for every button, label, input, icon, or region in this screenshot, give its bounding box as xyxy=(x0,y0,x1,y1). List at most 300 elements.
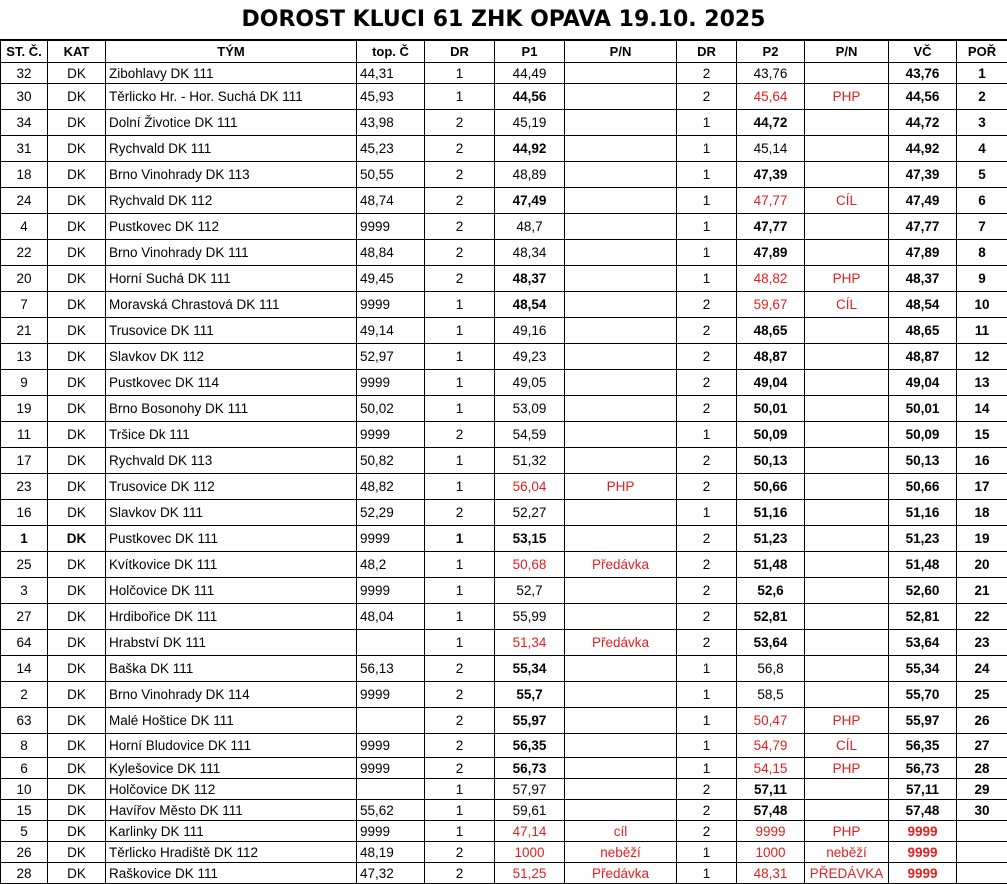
cell-track-1: 1 xyxy=(425,448,495,474)
cell-note-1 xyxy=(565,110,677,136)
cell-start-number: 63 xyxy=(1,708,48,734)
cell-start-number: 5 xyxy=(1,821,48,842)
table-row xyxy=(1,708,1007,734)
cell-rank: 19 xyxy=(957,526,1007,552)
cell-note-2 xyxy=(805,240,889,266)
cell-top-time: 48,04 xyxy=(357,604,425,630)
cell-valid-time: 51,16 xyxy=(889,500,957,526)
cell-team: Horní Suchá DK 111 xyxy=(106,266,357,292)
cell-rank: 20 xyxy=(957,552,1007,578)
cell-start-number: 23 xyxy=(1,474,48,500)
table-row xyxy=(1,758,1007,779)
cell-attempt-2: 44,72 xyxy=(737,110,805,136)
cell-team: Baška DK 111 xyxy=(106,656,357,682)
cell-team: Malé Hoštice DK 111 xyxy=(106,708,357,734)
cell-attempt-1: 51,32 xyxy=(495,448,565,474)
cell-track-1: 2 xyxy=(425,682,495,708)
cell-top-time: 9999 xyxy=(357,734,425,758)
cell-track-1: 1 xyxy=(425,370,495,396)
cell-valid-time: 55,97 xyxy=(889,708,957,734)
cell-attempt-2: 51,16 xyxy=(737,500,805,526)
cell-top-time xyxy=(357,779,425,800)
cell-top-time: 50,82 xyxy=(357,448,425,474)
cell-track-2: 1 xyxy=(677,734,737,758)
cell-track-2: 2 xyxy=(677,552,737,578)
cell-rank: 7 xyxy=(957,214,1007,240)
cell-team: Moravská Chrastová DK 111 xyxy=(106,292,357,318)
cell-track-1: 2 xyxy=(425,266,495,292)
cell-note-1 xyxy=(565,734,677,758)
table-row xyxy=(1,136,1007,162)
cell-start-number: 16 xyxy=(1,500,48,526)
cell-top-time: 9999 xyxy=(357,292,425,318)
table-row xyxy=(1,800,1007,821)
cell-team: Trusovice DK 111 xyxy=(106,318,357,344)
cell-note-2 xyxy=(805,344,889,370)
cell-valid-time: 55,34 xyxy=(889,656,957,682)
cell-team: Dolní Životice DK 111 xyxy=(106,110,357,136)
cell-track-2: 1 xyxy=(677,422,737,448)
cell-rank: 17 xyxy=(957,474,1007,500)
cell-rank: 30 xyxy=(957,800,1007,821)
cell-category: DK xyxy=(48,474,106,500)
cell-category: DK xyxy=(48,526,106,552)
cell-valid-time: 48,87 xyxy=(889,344,957,370)
cell-rank: 27 xyxy=(957,734,1007,758)
cell-note-2 xyxy=(805,779,889,800)
cell-track-2: 2 xyxy=(677,370,737,396)
cell-rank: 16 xyxy=(957,448,1007,474)
table-row xyxy=(1,63,1007,84)
cell-attempt-1: 55,99 xyxy=(495,604,565,630)
cell-team: Těrlicko Hr. - Hor. Suchá DK 111 xyxy=(106,84,357,110)
table-row xyxy=(1,842,1007,863)
table-row xyxy=(1,552,1007,578)
cell-team: Raškovice DK 111 xyxy=(106,863,357,884)
cell-attempt-2: 47,77 xyxy=(737,214,805,240)
cell-attempt-1: 53,09 xyxy=(495,396,565,422)
cell-track-2: 1 xyxy=(677,266,737,292)
cell-attempt-1: 48,89 xyxy=(495,162,565,188)
cell-rank xyxy=(957,821,1007,842)
col-p2-header: P2 xyxy=(737,41,805,63)
cell-note-2 xyxy=(805,370,889,396)
cell-valid-time: 48,54 xyxy=(889,292,957,318)
cell-note-1 xyxy=(565,266,677,292)
col-kat-header: KAT xyxy=(48,41,106,63)
cell-category: DK xyxy=(48,84,106,110)
cell-top-time: 9999 xyxy=(357,214,425,240)
cell-note-1 xyxy=(565,682,677,708)
cell-note-2 xyxy=(805,604,889,630)
cell-note-2 xyxy=(805,422,889,448)
cell-category: DK xyxy=(48,292,106,318)
cell-attempt-2: 58,5 xyxy=(737,682,805,708)
cell-team: Těrlicko Hradiště DK 112 xyxy=(106,842,357,863)
cell-note-1 xyxy=(565,188,677,214)
cell-top-time: 9999 xyxy=(357,578,425,604)
cell-attempt-1: 48,34 xyxy=(495,240,565,266)
cell-note-1 xyxy=(565,162,677,188)
cell-attempt-2: 51,48 xyxy=(737,552,805,578)
cell-rank: 14 xyxy=(957,396,1007,422)
cell-rank: 6 xyxy=(957,188,1007,214)
cell-note-1 xyxy=(565,422,677,448)
cell-rank: 5 xyxy=(957,162,1007,188)
col-pn2-header: P/N xyxy=(805,41,889,63)
cell-valid-time: 44,92 xyxy=(889,136,957,162)
cell-note-2: PHP xyxy=(805,821,889,842)
cell-attempt-2: 51,23 xyxy=(737,526,805,552)
cell-note-2: CÍL xyxy=(805,188,889,214)
cell-attempt-2: 47,39 xyxy=(737,162,805,188)
cell-rank xyxy=(957,842,1007,863)
sheet-title: DOROST KLUCI 61 ZHK OPAVA 19.10. 2025 xyxy=(0,0,1007,40)
cell-track-2: 2 xyxy=(677,779,737,800)
cell-rank: 8 xyxy=(957,240,1007,266)
cell-track-2: 2 xyxy=(677,578,737,604)
cell-attempt-2: 45,64 xyxy=(737,84,805,110)
cell-top-time: 55,62 xyxy=(357,800,425,821)
cell-attempt-1: 47,14 xyxy=(495,821,565,842)
cell-note-2 xyxy=(805,162,889,188)
cell-note-1: Předávka xyxy=(565,630,677,656)
table-row xyxy=(1,110,1007,136)
cell-start-number: 19 xyxy=(1,396,48,422)
cell-top-time xyxy=(357,630,425,656)
cell-attempt-1: 51,25 xyxy=(495,863,565,884)
cell-attempt-1: 48,54 xyxy=(495,292,565,318)
cell-track-1: 1 xyxy=(425,63,495,84)
cell-category: DK xyxy=(48,630,106,656)
cell-track-1: 1 xyxy=(425,800,495,821)
table-row xyxy=(1,318,1007,344)
cell-note-2 xyxy=(805,110,889,136)
cell-start-number: 13 xyxy=(1,344,48,370)
cell-note-2 xyxy=(805,800,889,821)
table-row xyxy=(1,240,1007,266)
cell-attempt-1: 44,56 xyxy=(495,84,565,110)
cell-note-1 xyxy=(565,396,677,422)
cell-note-1: Předávka xyxy=(565,863,677,884)
cell-note-2: PHP xyxy=(805,266,889,292)
cell-attempt-1: 55,7 xyxy=(495,682,565,708)
table-row xyxy=(1,821,1007,842)
cell-team: Brno Vinohrady DK 111 xyxy=(106,240,357,266)
cell-attempt-2: 48,65 xyxy=(737,318,805,344)
cell-category: DK xyxy=(48,188,106,214)
cell-note-2: PŘEDÁVKA xyxy=(805,863,889,884)
cell-category: DK xyxy=(48,863,106,884)
cell-category: DK xyxy=(48,656,106,682)
cell-track-1: 2 xyxy=(425,734,495,758)
cell-attempt-2: 49,04 xyxy=(737,370,805,396)
cell-start-number: 26 xyxy=(1,842,48,863)
cell-attempt-2: 50,47 xyxy=(737,708,805,734)
table-row xyxy=(1,422,1007,448)
cell-track-2: 2 xyxy=(677,318,737,344)
cell-top-time: 48,82 xyxy=(357,474,425,500)
cell-track-2: 1 xyxy=(677,136,737,162)
cell-team: Pustkovec DK 111 xyxy=(106,526,357,552)
cell-note-2 xyxy=(805,552,889,578)
cell-track-1: 2 xyxy=(425,656,495,682)
cell-rank: 1 xyxy=(957,63,1007,84)
table-row xyxy=(1,188,1007,214)
cell-track-2: 2 xyxy=(677,526,737,552)
cell-attempt-2: 52,6 xyxy=(737,578,805,604)
results-table xyxy=(0,40,1007,884)
cell-attempt-2: 50,09 xyxy=(737,422,805,448)
cell-category: DK xyxy=(48,63,106,84)
cell-top-time: 49,45 xyxy=(357,266,425,292)
cell-note-1 xyxy=(565,136,677,162)
cell-team: Brno Vinohrady DK 113 xyxy=(106,162,357,188)
table-row xyxy=(1,370,1007,396)
cell-track-1: 2 xyxy=(425,842,495,863)
cell-category: DK xyxy=(48,578,106,604)
cell-start-number: 18 xyxy=(1,162,48,188)
cell-top-time: 45,93 xyxy=(357,84,425,110)
cell-track-1: 1 xyxy=(425,552,495,578)
table-row xyxy=(1,863,1007,884)
col-por-header: POŘ xyxy=(957,41,1007,63)
cell-top-time: 48,84 xyxy=(357,240,425,266)
cell-start-number: 21 xyxy=(1,318,48,344)
cell-track-2: 1 xyxy=(677,240,737,266)
table-row xyxy=(1,656,1007,682)
cell-track-1: 1 xyxy=(425,578,495,604)
cell-category: DK xyxy=(48,821,106,842)
cell-rank: 12 xyxy=(957,344,1007,370)
cell-note-2 xyxy=(805,214,889,240)
cell-valid-time: 47,39 xyxy=(889,162,957,188)
cell-category: DK xyxy=(48,500,106,526)
cell-track-2: 1 xyxy=(677,863,737,884)
cell-track-1: 1 xyxy=(425,821,495,842)
cell-category: DK xyxy=(48,448,106,474)
cell-note-2 xyxy=(805,318,889,344)
cell-attempt-2: 53,64 xyxy=(737,630,805,656)
cell-attempt-1: 51,34 xyxy=(495,630,565,656)
cell-attempt-2: 57,11 xyxy=(737,779,805,800)
cell-attempt-1: 55,97 xyxy=(495,708,565,734)
cell-team: Rychvald DK 112 xyxy=(106,188,357,214)
cell-category: DK xyxy=(48,800,106,821)
cell-category: DK xyxy=(48,214,106,240)
cell-note-1 xyxy=(565,292,677,318)
cell-track-2: 2 xyxy=(677,474,737,500)
cell-top-time: 9999 xyxy=(357,370,425,396)
cell-track-2: 1 xyxy=(677,842,737,863)
cell-category: DK xyxy=(48,842,106,863)
cell-track-2: 2 xyxy=(677,84,737,110)
cell-note-1 xyxy=(565,500,677,526)
cell-team: Hrdibořice DK 111 xyxy=(106,604,357,630)
table-row xyxy=(1,448,1007,474)
cell-valid-time: 47,77 xyxy=(889,214,957,240)
cell-track-2: 1 xyxy=(677,214,737,240)
cell-track-1: 2 xyxy=(425,162,495,188)
col-dr1-header: DR xyxy=(425,41,495,63)
cell-rank: 28 xyxy=(957,758,1007,779)
cell-note-1: neběží xyxy=(565,842,677,863)
cell-attempt-2: 47,77 xyxy=(737,188,805,214)
cell-team: Brno Bosonohy DK 111 xyxy=(106,396,357,422)
cell-track-1: 1 xyxy=(425,344,495,370)
cell-start-number: 20 xyxy=(1,266,48,292)
cell-start-number: 34 xyxy=(1,110,48,136)
cell-note-1: cíl xyxy=(565,821,677,842)
cell-valid-time: 57,11 xyxy=(889,779,957,800)
cell-attempt-1: 49,23 xyxy=(495,344,565,370)
cell-team: Zibohlavy DK 111 xyxy=(106,63,357,84)
cell-track-2: 1 xyxy=(677,758,737,779)
cell-start-number: 30 xyxy=(1,84,48,110)
cell-track-1: 1 xyxy=(425,779,495,800)
col-pn1-header: P/N xyxy=(565,41,677,63)
cell-track-1: 2 xyxy=(425,188,495,214)
cell-top-time: 52,97 xyxy=(357,344,425,370)
cell-note-2 xyxy=(805,396,889,422)
cell-attempt-2: 54,79 xyxy=(737,734,805,758)
cell-rank: 9 xyxy=(957,266,1007,292)
cell-category: DK xyxy=(48,136,106,162)
cell-top-time: 9999 xyxy=(357,758,425,779)
cell-valid-time: 9999 xyxy=(889,863,957,884)
cell-attempt-2: 48,87 xyxy=(737,344,805,370)
cell-start-number: 10 xyxy=(1,779,48,800)
cell-start-number: 28 xyxy=(1,863,48,884)
cell-category: DK xyxy=(48,344,106,370)
table-row xyxy=(1,396,1007,422)
cell-note-1 xyxy=(565,448,677,474)
table-body xyxy=(1,63,1007,884)
cell-team: Karlinky DK 111 xyxy=(106,821,357,842)
cell-note-2: PHP xyxy=(805,708,889,734)
cell-attempt-2: 1000 xyxy=(737,842,805,863)
cell-category: DK xyxy=(48,734,106,758)
cell-top-time: 56,13 xyxy=(357,656,425,682)
cell-team: Pustkovec DK 114 xyxy=(106,370,357,396)
cell-team: Rychvald DK 111 xyxy=(106,136,357,162)
cell-track-1: 2 xyxy=(425,110,495,136)
cell-start-number: 14 xyxy=(1,656,48,682)
cell-note-2 xyxy=(805,630,889,656)
cell-track-1: 2 xyxy=(425,136,495,162)
cell-team: Holčovice DK 112 xyxy=(106,779,357,800)
cell-valid-time: 50,13 xyxy=(889,448,957,474)
cell-attempt-2: 47,89 xyxy=(737,240,805,266)
cell-attempt-2: 50,66 xyxy=(737,474,805,500)
cell-rank: 3 xyxy=(957,110,1007,136)
cell-category: DK xyxy=(48,758,106,779)
cell-start-number: 11 xyxy=(1,422,48,448)
cell-start-number: 17 xyxy=(1,448,48,474)
cell-attempt-1: 56,35 xyxy=(495,734,565,758)
cell-note-1 xyxy=(565,214,677,240)
cell-note-1 xyxy=(565,758,677,779)
cell-rank: 4 xyxy=(957,136,1007,162)
cell-category: DK xyxy=(48,682,106,708)
cell-attempt-1: 44,92 xyxy=(495,136,565,162)
cell-attempt-2: 50,13 xyxy=(737,448,805,474)
table-row xyxy=(1,344,1007,370)
cell-start-number: 3 xyxy=(1,578,48,604)
cell-team: Holčovice DK 111 xyxy=(106,578,357,604)
cell-track-1: 1 xyxy=(425,318,495,344)
cell-attempt-2: 52,81 xyxy=(737,604,805,630)
cell-attempt-2: 56,8 xyxy=(737,656,805,682)
cell-start-number: 4 xyxy=(1,214,48,240)
cell-category: DK xyxy=(48,266,106,292)
cell-note-1: Předávka xyxy=(565,552,677,578)
cell-top-time xyxy=(357,708,425,734)
cell-start-number: 2 xyxy=(1,682,48,708)
cell-valid-time: 9999 xyxy=(889,842,957,863)
cell-team: Tršice Dk 111 xyxy=(106,422,357,448)
cell-note-1 xyxy=(565,578,677,604)
table-row xyxy=(1,162,1007,188)
cell-valid-time: 51,23 xyxy=(889,526,957,552)
cell-track-2: 2 xyxy=(677,821,737,842)
cell-category: DK xyxy=(48,370,106,396)
table-row xyxy=(1,84,1007,110)
cell-top-time: 50,55 xyxy=(357,162,425,188)
cell-team: Pustkovec DK 112 xyxy=(106,214,357,240)
cell-rank: 25 xyxy=(957,682,1007,708)
cell-team: Kylešovice DK 111 xyxy=(106,758,357,779)
cell-valid-time: 49,04 xyxy=(889,370,957,396)
cell-note-2: CÍL xyxy=(805,292,889,318)
cell-team: Hrabství DK 111 xyxy=(106,630,357,656)
cell-team: Slavkov DK 111 xyxy=(106,500,357,526)
cell-top-time: 9999 xyxy=(357,821,425,842)
cell-track-1: 1 xyxy=(425,84,495,110)
table-row xyxy=(1,734,1007,758)
cell-track-1: 2 xyxy=(425,708,495,734)
cell-category: DK xyxy=(48,162,106,188)
cell-start-number: 1 xyxy=(1,526,48,552)
table-row xyxy=(1,604,1007,630)
header-row xyxy=(1,41,1007,63)
cell-attempt-2: 43,76 xyxy=(737,63,805,84)
cell-attempt-1: 49,16 xyxy=(495,318,565,344)
cell-attempt-2: 59,67 xyxy=(737,292,805,318)
cell-top-time: 48,74 xyxy=(357,188,425,214)
cell-attempt-1: 52,27 xyxy=(495,500,565,526)
cell-valid-time: 44,56 xyxy=(889,84,957,110)
cell-attempt-2: 50,01 xyxy=(737,396,805,422)
cell-valid-time: 52,60 xyxy=(889,578,957,604)
table-row xyxy=(1,214,1007,240)
cell-attempt-2: 57,48 xyxy=(737,800,805,821)
cell-valid-time: 56,35 xyxy=(889,734,957,758)
col-top-c-header: top. Č xyxy=(357,41,425,63)
cell-start-number: 32 xyxy=(1,63,48,84)
cell-attempt-1: 49,05 xyxy=(495,370,565,396)
cell-rank: 13 xyxy=(957,370,1007,396)
cell-start-number: 15 xyxy=(1,800,48,821)
cell-track-2: 2 xyxy=(677,800,737,821)
cell-track-1: 2 xyxy=(425,214,495,240)
cell-note-1 xyxy=(565,344,677,370)
cell-top-time: 9999 xyxy=(357,422,425,448)
cell-valid-time: 53,64 xyxy=(889,630,957,656)
cell-start-number: 31 xyxy=(1,136,48,162)
table-row xyxy=(1,578,1007,604)
cell-valid-time: 9999 xyxy=(889,821,957,842)
